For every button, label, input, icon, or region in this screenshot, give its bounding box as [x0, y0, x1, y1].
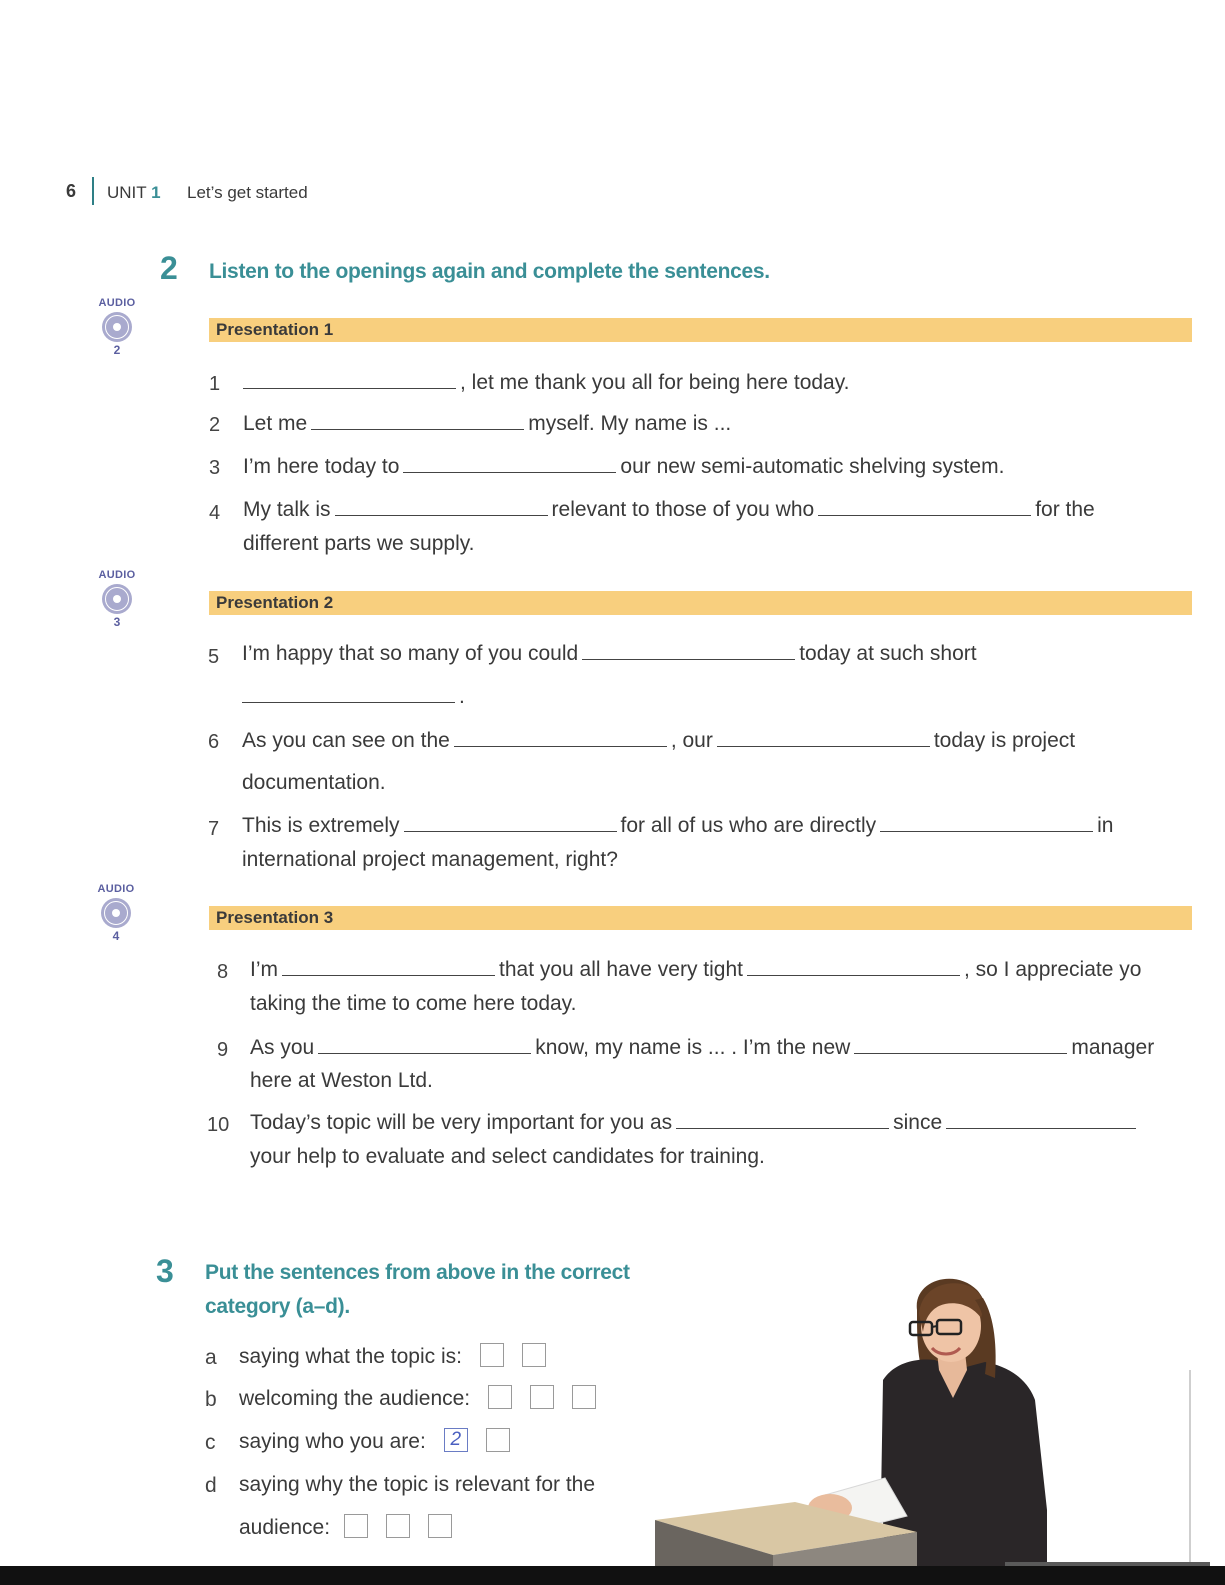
unit-title: Let’s get started [187, 183, 308, 202]
category-text: saying what the topic is: [239, 1345, 462, 1368]
cd-icon [102, 584, 132, 614]
sentence-10-line-2: your help to evaluate and select candidates for training. [250, 1145, 765, 1168]
presentation-2-label: Presentation 2 [216, 593, 334, 612]
cd-icon [102, 312, 132, 342]
answer-blank[interactable] [880, 817, 1093, 832]
answer-box[interactable] [480, 1343, 504, 1367]
audio-marker-2[interactable] [97, 297, 137, 357]
sentence-number: 6 [208, 731, 220, 753]
answer-box[interactable] [530, 1385, 554, 1409]
answer-box[interactable] [488, 1385, 512, 1409]
answer-blank[interactable] [676, 1114, 889, 1129]
unit-word: UNIT [107, 183, 147, 202]
sentence-text: that you all have very tight [499, 958, 743, 981]
sentence-7 [242, 814, 1114, 838]
sentence-number: 4 [209, 502, 221, 524]
category-d: saying why the topic is relevant for the [239, 1473, 596, 1496]
exercise-2-number: 2 [160, 250, 178, 286]
presenter-photo [655, 1270, 1210, 1570]
audio-label: AUDIO [98, 297, 136, 309]
presentation-1-label: Presentation 1 [216, 320, 334, 339]
sentence-text: , our [670, 729, 713, 752]
category-letter: c [205, 1431, 216, 1454]
answer-box[interactable] [344, 1514, 368, 1538]
sentence-text: I’m happy that so many of you could [242, 642, 579, 665]
answer-blank[interactable] [403, 458, 616, 473]
audio-label: AUDIO [98, 569, 136, 581]
sentence-number: 7 [208, 818, 220, 840]
sentence-number: 9 [217, 1039, 229, 1061]
answer-box[interactable] [522, 1343, 546, 1367]
presentation-2-bar [209, 591, 1192, 615]
sentence-text: , let me thank you all for being here today. [460, 371, 850, 394]
category-letter: d [205, 1474, 217, 1497]
sentence-1 [243, 371, 850, 395]
sentence-6-line-2: documentation. [242, 771, 386, 794]
presentation-1-bar [209, 318, 1192, 342]
audio-marker-3[interactable] [97, 569, 137, 629]
sentence-number: 5 [208, 646, 220, 668]
answer-blank[interactable] [243, 374, 456, 389]
sentence-text: for all of us who are directly [620, 814, 877, 837]
sentence-9 [250, 1036, 1154, 1060]
sentence-text: I’m here today to [243, 455, 400, 478]
exercise-3-instruction [205, 1256, 630, 1324]
answer-blank[interactable] [311, 415, 524, 430]
answer-blank[interactable] [454, 732, 667, 747]
audio-marker-4[interactable] [96, 883, 136, 943]
sentence-4-line-2: different parts we supply. [243, 532, 475, 555]
sentence-number: 3 [209, 457, 221, 479]
sentence-text: As you [250, 1036, 315, 1059]
sentence-10 [250, 1111, 1136, 1135]
sentence-text: today is project [933, 729, 1076, 752]
category-d-line-2 [239, 1516, 452, 1540]
sentence-5 [242, 642, 977, 666]
sentence-4 [243, 498, 1095, 522]
category-text: welcoming the audience: [239, 1387, 471, 1410]
answer-blank[interactable] [747, 961, 960, 976]
sentence-text: My talk is [243, 498, 331, 521]
sentence-8 [250, 958, 1141, 982]
sentence-number: 2 [209, 414, 221, 436]
sentence-text: today at such short [799, 642, 977, 665]
category-letter: a [205, 1346, 217, 1369]
answer-blank[interactable] [282, 961, 495, 976]
sentence-text: This is extremely [242, 814, 400, 837]
answer-blank[interactable] [854, 1039, 1067, 1054]
answer-box[interactable] [486, 1428, 510, 1452]
sentence-7-line-2: international project management, right? [242, 848, 618, 871]
sentence-6 [242, 729, 1075, 753]
sentence-number: 8 [217, 961, 229, 983]
sentence-text: myself. My name is ... [528, 412, 732, 435]
header-divider [92, 177, 94, 205]
sentence-5-line-2 [242, 685, 465, 709]
sentence-text: for the [1035, 498, 1095, 521]
exercise-2-instruction: Listen to the openings again and complete the sentences. [209, 260, 770, 283]
answer-box[interactable]: 2 [444, 1428, 468, 1452]
category-a [239, 1345, 546, 1369]
answer-blank[interactable] [335, 501, 548, 516]
bottom-edge-bar [0, 1566, 1225, 1585]
page-number: 6 [66, 181, 77, 201]
sentence-number: 1 [209, 373, 221, 395]
sentence-text: As you can see on the [242, 729, 450, 752]
audio-label: AUDIO [97, 883, 135, 895]
sentence-number: 10 [207, 1114, 230, 1136]
sentence-text: Let me [243, 412, 308, 435]
answer-box[interactable] [386, 1514, 410, 1538]
category-letter: b [205, 1388, 217, 1411]
sentence-text: in [1097, 814, 1114, 837]
category-text: saying who you are: [239, 1430, 426, 1453]
sentence-text: manager [1071, 1036, 1155, 1059]
sentence-8-line-2: taking the time to come here today. [250, 992, 577, 1015]
sentence-text: , so I appreciate yo [963, 958, 1142, 981]
category-b [239, 1387, 596, 1411]
unit-label [107, 183, 161, 203]
category-c [239, 1430, 510, 1454]
answer-blank[interactable] [717, 732, 930, 747]
sentence-text: know, my name is ... . I’m the new [535, 1036, 851, 1059]
audio-track-number: 3 [113, 615, 121, 629]
answer-blank[interactable] [946, 1114, 1136, 1129]
sentence-text: . [459, 685, 465, 708]
sentence-text: Today’s topic will be very important for you as [250, 1111, 673, 1134]
exercise-3-number: 3 [156, 1253, 174, 1289]
answer-box[interactable] [428, 1514, 452, 1538]
answer-blank[interactable] [404, 817, 617, 832]
cd-icon [101, 898, 131, 928]
sentence-text: I’m [250, 958, 278, 981]
sentence-text: our new semi-automatic shelving system. [620, 455, 1005, 478]
sentence-2 [243, 412, 731, 436]
presentation-3-bar [209, 906, 1192, 930]
answer-blank[interactable] [818, 501, 1031, 516]
answer-blank[interactable] [582, 645, 795, 660]
answer-box[interactable] [572, 1385, 596, 1409]
answer-blank[interactable] [318, 1039, 531, 1054]
audio-track-number: 4 [112, 929, 120, 943]
presentation-3-label: Presentation 3 [216, 908, 334, 927]
sentence-text: since [893, 1111, 943, 1134]
sentence-text: relevant to those of you who [551, 498, 815, 521]
category-text: audience: [239, 1516, 331, 1539]
answer-blank[interactable] [242, 688, 455, 703]
audio-track-number: 2 [113, 343, 121, 357]
sentence-9-line-2: here at Weston Ltd. [250, 1069, 433, 1092]
exercise-3-instruction-line-2: category (a–d). [205, 1295, 350, 1318]
sentence-3 [243, 455, 1004, 479]
unit-number: 1 [151, 183, 161, 202]
exercise-3-instruction-line-1: Put the sentences from above in the correct [205, 1261, 630, 1284]
